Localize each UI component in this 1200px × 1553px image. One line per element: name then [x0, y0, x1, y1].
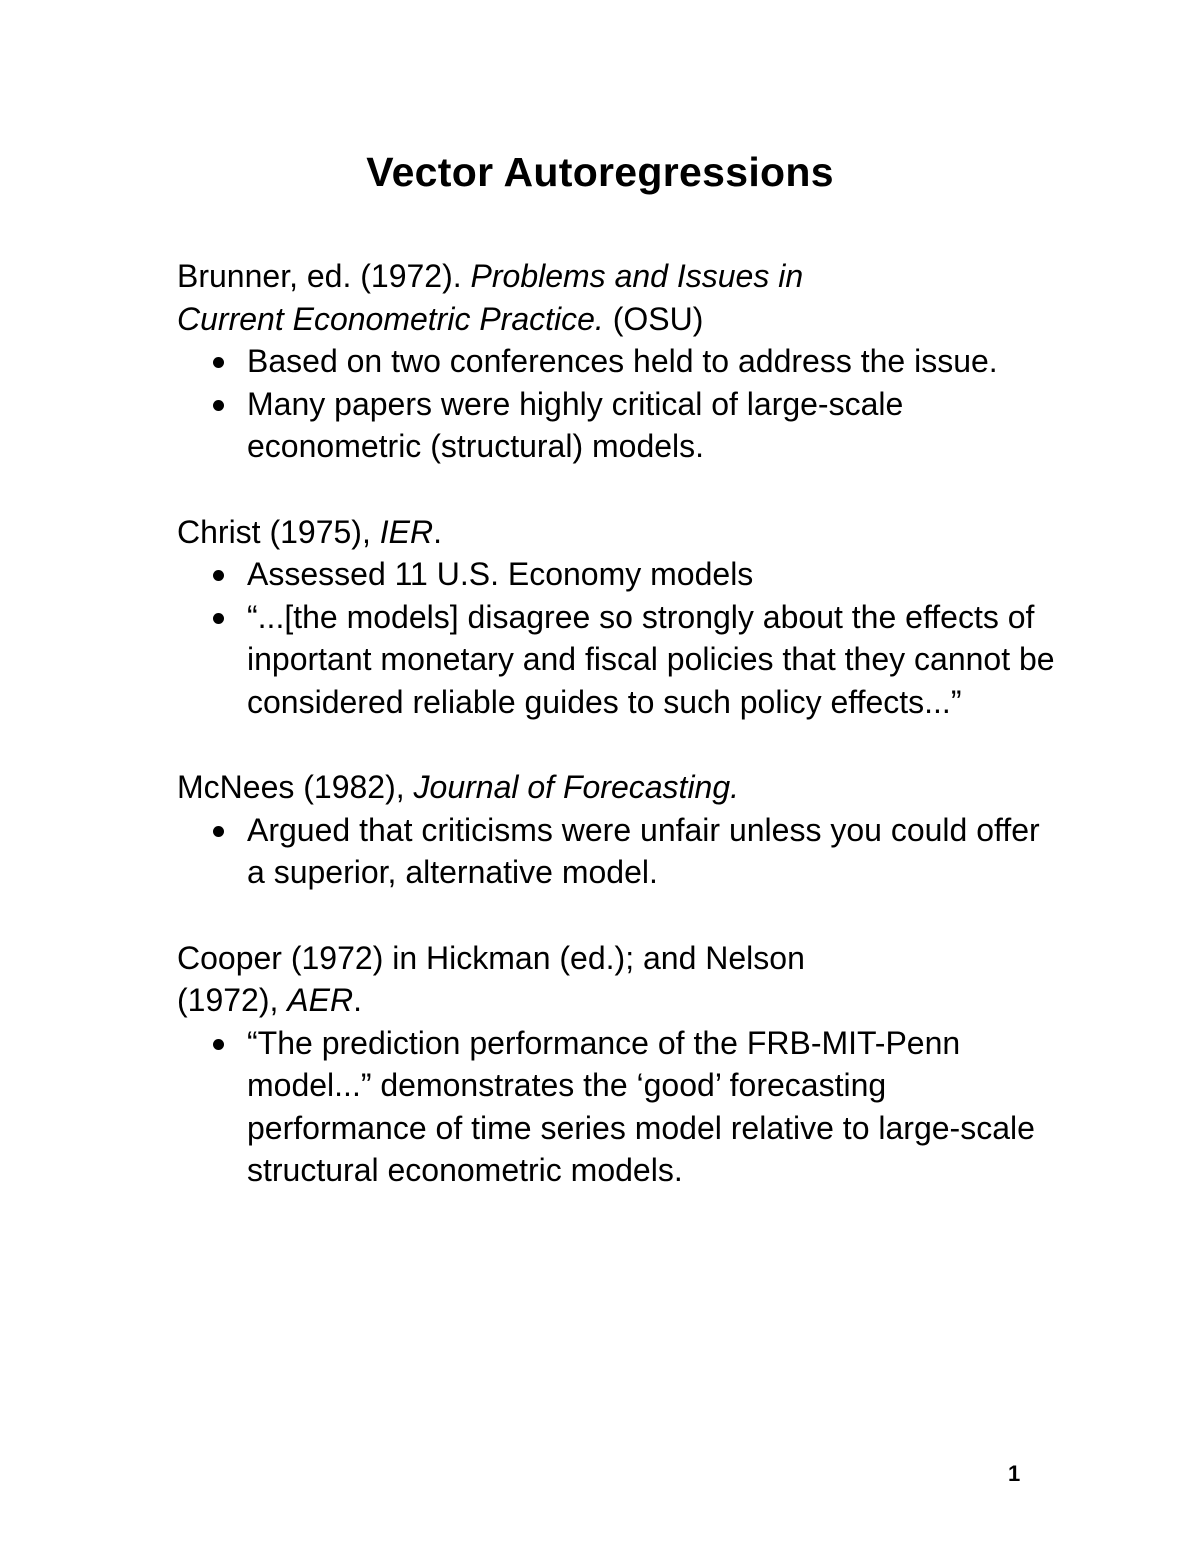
bullet-text: “...[the models] disagree so strongly about the effects of inportant monetary and fiscal policies that they cannot be considered reliable guides to such policy effects...”	[247, 598, 1055, 720]
bullet-item	[177, 1022, 1057, 1192]
bullet-item	[177, 553, 1057, 596]
reference-section-cooper-nelson	[177, 937, 1057, 1193]
bullet-icon	[213, 1039, 224, 1050]
bullet-list	[177, 553, 1057, 723]
citation-journal: IER	[379, 513, 434, 550]
bullet-text: Based on two conferences held to address the issue.	[247, 343, 998, 380]
bullet-icon	[213, 570, 224, 581]
bullet-text: Argued that criticisms were unfair unless you could offer a superior, alternative model.	[247, 811, 1040, 891]
bullet-list	[177, 809, 1057, 894]
citation-journal: Journal of Forecasting.	[413, 769, 740, 806]
reference-section-christ	[177, 511, 1057, 724]
reference-citation	[177, 766, 1057, 809]
bullet-list	[177, 1022, 1057, 1192]
bullet-item	[177, 340, 1057, 383]
reference-citation	[177, 937, 1057, 1022]
bullet-list	[177, 340, 1057, 468]
citation-text: Christ (1975),	[177, 513, 380, 550]
citation-punctuation: .	[353, 982, 362, 1019]
bullet-text: Many papers were highly critical of large-scale econometric (structural) models.	[247, 385, 904, 465]
citation-title: Problems and Issues in	[470, 258, 804, 294]
bullet-icon	[213, 357, 224, 368]
page-title: Vector Autoregressions	[366, 149, 834, 195]
bullet-item	[177, 809, 1057, 894]
reference-citation	[177, 511, 1057, 554]
bullet-icon	[213, 826, 224, 837]
bullet-icon	[213, 613, 224, 624]
bullet-item	[177, 383, 1057, 468]
reference-section-brunner	[177, 255, 1057, 468]
citation-text: Cooper (1972) in Hickman (ed.); and Nelson	[177, 939, 805, 976]
page-number: 1	[1008, 1461, 1021, 1486]
citation-journal: AER	[287, 982, 354, 1019]
content-body	[177, 255, 1057, 1235]
citation-punctuation: .	[433, 513, 442, 550]
citation-publisher: (OSU)	[603, 300, 704, 337]
reference-section-mcnees	[177, 766, 1057, 894]
citation-text-continued: (1972),	[177, 982, 288, 1019]
citation-title-continued: Current Econometric Practice.	[177, 300, 604, 337]
reference-citation	[177, 255, 1057, 340]
bullet-text: Assessed 11 U.S. Economy models	[247, 556, 754, 593]
bullet-item	[177, 596, 1057, 724]
bullet-text: “The prediction performance of the FRB-MIT-Penn model...” demonstrates the ‘good’ forecasting performance of time series model relative to large-scale structural econometric models.	[247, 1024, 1035, 1189]
bullet-icon	[213, 400, 224, 411]
citation-text: McNees (1982),	[177, 769, 414, 806]
citation-text: Brunner, ed. (1972).	[177, 258, 471, 294]
